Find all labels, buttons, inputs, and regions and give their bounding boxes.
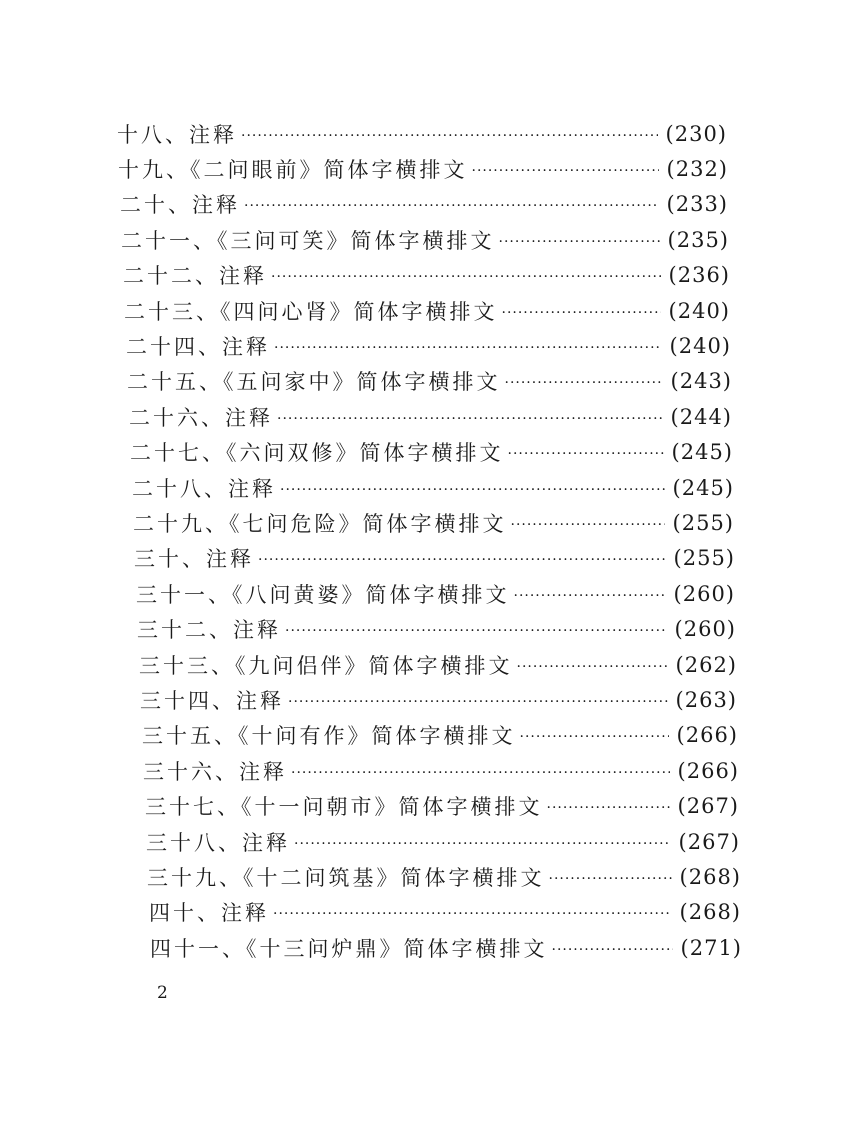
toc-entry-title: 三十八、注释 xyxy=(146,830,290,855)
toc-entry-title: 三十六、注释 xyxy=(143,759,287,784)
toc-entry-2 xyxy=(0,187,866,222)
toc-entry-page: (255) xyxy=(673,546,735,571)
dot-leader xyxy=(514,588,666,604)
toc-entry-page: (271) xyxy=(680,935,742,960)
toc-entry-15 xyxy=(0,647,866,682)
dot-leader xyxy=(241,128,658,144)
toc-entry-page: (236) xyxy=(668,263,730,288)
toc-entry-13 xyxy=(0,576,866,611)
toc-entry-title: 二十、注释 xyxy=(120,193,240,218)
dot-leader xyxy=(472,163,659,179)
dot-leader xyxy=(552,942,673,958)
toc-entry-title: 二十八、注释 xyxy=(132,476,276,501)
toc-entry-title: 十九、《二问眼前》简体字横排文 xyxy=(118,158,468,183)
dot-leader xyxy=(517,659,668,675)
toc-entry-page: (245) xyxy=(672,475,734,500)
toc-entry-title: 三十七、《十一问朝市》简体字横排文 xyxy=(145,795,543,820)
toc-entry-page: (245) xyxy=(671,440,733,465)
toc-entry-9 xyxy=(0,435,866,470)
toc-entry-title: 二十六、注释 xyxy=(129,405,273,430)
dot-leader xyxy=(520,729,669,745)
dot-leader xyxy=(274,340,662,356)
dot-leader xyxy=(508,446,664,462)
toc-entry-22 xyxy=(0,895,866,930)
toc-entry-4 xyxy=(0,258,866,293)
toc-entry-23 xyxy=(0,930,866,965)
toc-entry-title: 二十七、《六问双修》简体字横排文 xyxy=(130,441,504,466)
toc-entry-0 xyxy=(0,116,866,151)
toc-entry-title: 三十二、注释 xyxy=(137,618,281,643)
toc-entry-page: (266) xyxy=(676,723,738,748)
toc-entry-page: (235) xyxy=(667,227,729,252)
toc-entry-17 xyxy=(0,718,866,753)
dot-leader xyxy=(511,517,665,533)
toc-entry-title: 三十九、《十二问筑基》简体字横排文 xyxy=(147,865,545,890)
toc-entry-page: (240) xyxy=(668,298,730,323)
toc-entry-page: (230) xyxy=(665,121,727,146)
toc-entry-20 xyxy=(0,824,866,859)
toc-entry-page: (266) xyxy=(677,758,739,783)
toc-entry-16 xyxy=(0,682,866,717)
dot-leader xyxy=(271,269,661,285)
toc-entry-page: (240) xyxy=(669,334,731,359)
toc-entry-page: (268) xyxy=(679,900,741,925)
dot-leader xyxy=(499,234,660,250)
toc-entry-page: (255) xyxy=(672,510,734,535)
toc-entry-page: (262) xyxy=(675,652,737,677)
toc-entry-19 xyxy=(0,788,866,823)
toc-entry-page: (263) xyxy=(675,687,737,712)
toc-entry-page: (233) xyxy=(666,192,728,217)
dot-leader xyxy=(277,411,663,427)
dot-leader xyxy=(288,694,668,710)
toc-entry-page: (267) xyxy=(678,829,740,854)
toc-entry-title: 二十一、《三问可笑》简体字横排文 xyxy=(121,228,495,253)
dot-leader xyxy=(244,198,659,214)
toc-entry-title: 三十一、《八问黄婆》简体字横排文 xyxy=(136,582,510,607)
toc-entry-12 xyxy=(0,541,866,576)
toc-entry-page: (260) xyxy=(673,581,735,606)
toc-entry-title: 二十二、注释 xyxy=(123,264,267,289)
toc-entry-3 xyxy=(0,222,866,257)
toc-entry-1 xyxy=(0,151,866,186)
dot-leader xyxy=(285,623,667,639)
toc-entry-title: 三十三、《九问侣伴》简体字横排文 xyxy=(139,653,513,678)
dot-leader xyxy=(549,871,672,887)
dot-leader xyxy=(280,482,665,498)
toc-entry-10 xyxy=(0,470,866,505)
toc-entry-title: 三十、注释 xyxy=(134,547,254,572)
toc-entry-21 xyxy=(0,859,866,894)
toc-entry-page: (267) xyxy=(677,794,739,819)
toc-entry-page: (244) xyxy=(670,404,732,429)
page-number: 2 xyxy=(157,983,168,1003)
dot-leader xyxy=(273,906,672,922)
dot-leader xyxy=(547,800,670,816)
dot-leader xyxy=(502,305,661,321)
toc-entry-title: 三十四、注释 xyxy=(140,688,284,713)
dot-leader xyxy=(258,552,666,568)
toc-entry-page: (268) xyxy=(679,864,741,889)
toc-entry-page: (260) xyxy=(674,617,736,642)
dot-leader xyxy=(291,765,670,781)
dot-leader xyxy=(294,836,671,852)
dot-leader xyxy=(505,375,663,391)
toc-entry-11 xyxy=(0,505,866,540)
toc-entry-title: 二十三、《四问心肾》简体字横排文 xyxy=(124,299,498,324)
toc-entry-18 xyxy=(0,753,866,788)
toc-entry-title: 二十五、《五问家中》简体字横排文 xyxy=(127,370,501,395)
toc-entry-page: (232) xyxy=(666,157,728,182)
toc-entry-title: 四十、注释 xyxy=(149,901,269,926)
toc-entry-title: 三十五、《十问有作》简体字横排文 xyxy=(142,724,516,749)
toc-entry-6 xyxy=(0,328,866,363)
toc-entry-title: 二十四、注释 xyxy=(126,335,270,360)
toc-entry-title: 四十一、《十三问炉鼎》简体字横排文 xyxy=(150,936,548,961)
toc-entry-7 xyxy=(0,364,866,399)
toc-entry-title: 十八、注释 xyxy=(117,122,237,147)
table-of-contents xyxy=(0,116,866,965)
toc-entry-14 xyxy=(0,611,866,646)
toc-entry-page: (243) xyxy=(670,369,732,394)
toc-entry-title: 二十九、《七问危险》简体字横排文 xyxy=(133,511,507,536)
toc-entry-8 xyxy=(0,399,866,434)
toc-entry-5 xyxy=(0,293,866,328)
